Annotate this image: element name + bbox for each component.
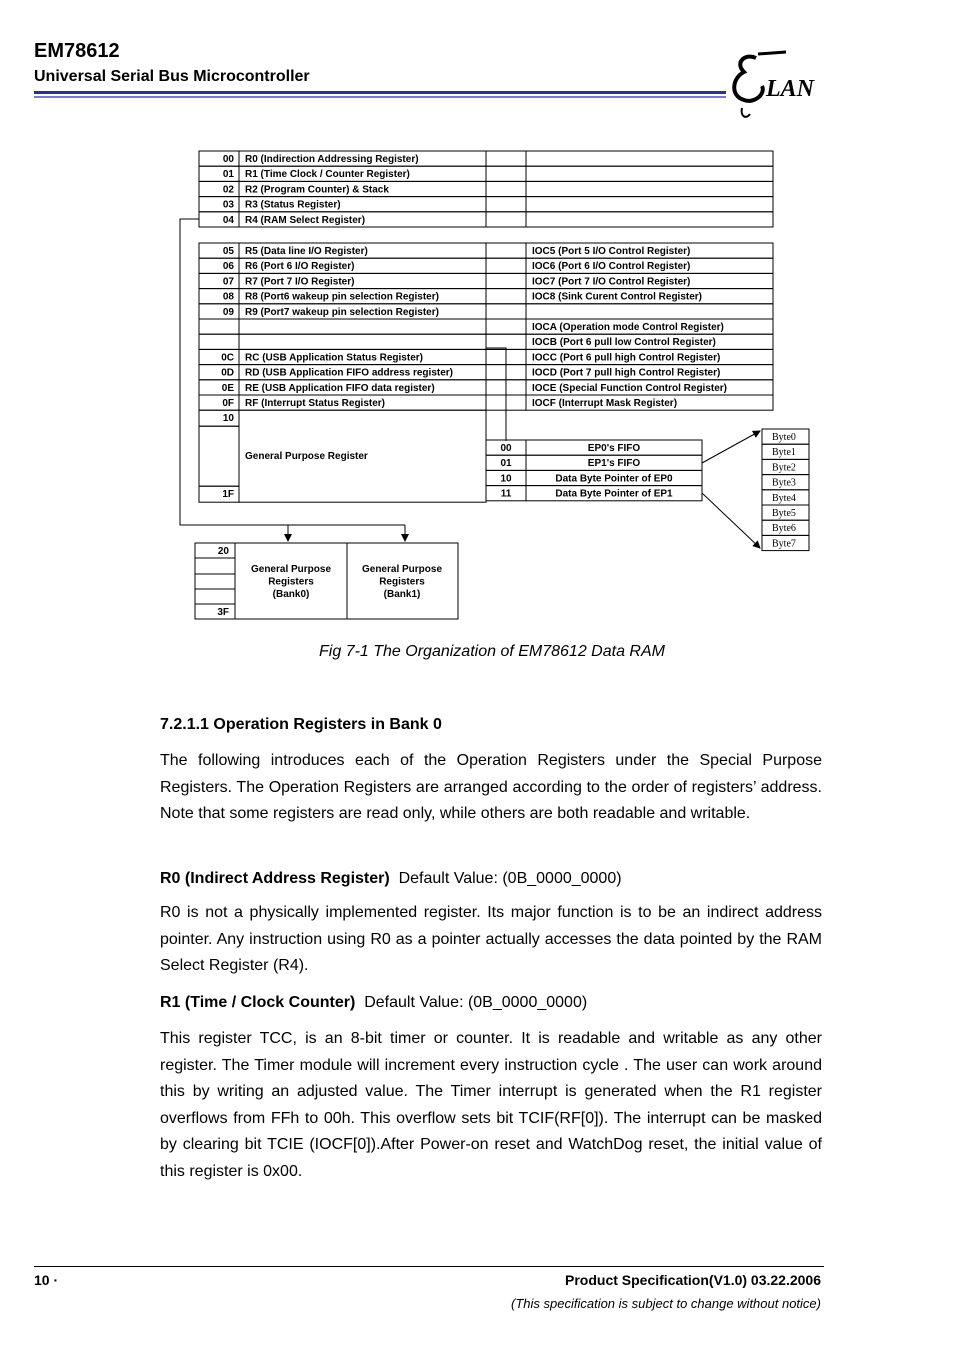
- control-register-cell: [526, 181, 773, 196]
- r1-default-value: Default Value: (0B_0000_0000): [364, 994, 588, 1011]
- blank-cell: [486, 197, 526, 212]
- register-name: R4 (RAM Select Register): [245, 214, 366, 226]
- byte-label: Byte1: [772, 447, 796, 459]
- blank-cell: [486, 258, 526, 273]
- blank-cell: [486, 151, 526, 166]
- address-cell: [199, 426, 239, 486]
- register-name: R8 (Port6 wakeup pin selection Register): [245, 291, 439, 303]
- fifo-code: 10: [500, 473, 512, 485]
- register-name: R7 (Port 7 I/O Register): [245, 276, 355, 288]
- bank1-label: General Purpose: [361, 564, 443, 575]
- register-address: 04: [222, 214, 234, 226]
- general-purpose-register-block: [199, 410, 486, 502]
- bank-end-address: 3F: [217, 607, 229, 618]
- blank-cell: [486, 289, 526, 304]
- register-address: 01: [222, 169, 234, 181]
- fifo-name: Data Byte Pointer of EP1: [555, 488, 673, 500]
- register-name: RF (Interrupt Status Register): [245, 398, 386, 409]
- fifo-table: [486, 440, 702, 501]
- r0-title: R0 (Indirect Address Register): [160, 870, 390, 887]
- control-register-name: IOCF (Interrupt Mask Register): [532, 398, 678, 409]
- blank-cell: [486, 334, 526, 349]
- footer-rule: [34, 1266, 824, 1267]
- bank0-label: Registers: [268, 576, 314, 588]
- control-register-cell: [526, 304, 773, 319]
- register-name: R3 (Status Register): [245, 199, 341, 211]
- fifo-code: 01: [500, 458, 512, 470]
- register-name: R2 (Program Counter) & Stack: [245, 184, 389, 196]
- register-address: 0C: [221, 352, 234, 364]
- fifo-name: EP1's FIFO: [587, 458, 641, 470]
- fifo-name: EP0's FIFO: [587, 443, 641, 454]
- footer-note: (This specification is subject to change without notice): [511, 1296, 821, 1311]
- control-register-cell: [526, 197, 773, 212]
- register-name-cell: [239, 334, 486, 349]
- bank-register-table: [195, 543, 458, 619]
- register-address: 00: [222, 154, 234, 165]
- document-title: EM78612: [34, 40, 120, 62]
- register-address: 07: [222, 276, 234, 288]
- byte-label: Byte2: [772, 462, 796, 474]
- register-address: 03: [222, 199, 234, 211]
- byte-label: Byte5: [772, 508, 796, 519]
- byte-label: Byte3: [772, 477, 796, 489]
- control-register-cell: [526, 151, 773, 166]
- gpr-start-address: 10: [222, 413, 234, 425]
- intro-paragraph: The following introduces each of the Operation Registers under the Special Purpose Registers. The Operation Registers are arranged according to the order of registers’ address. Note that some registers are read only, while others are both readable and writable.: [160, 752, 822, 822]
- r0-default-value: Default Value: (0B_0000_0000): [398, 870, 622, 887]
- byte-label: Byte4: [772, 492, 796, 504]
- control-register-name: IOC8 (Sink Curent Control Register): [532, 291, 703, 303]
- control-register-name: IOCB (Port 6 pull low Control Register): [532, 337, 716, 349]
- control-register-name: IOC5 (Port 5 I/O Control Register): [532, 246, 691, 257]
- upper-register-table: [199, 151, 773, 227]
- control-register-name: IOCC (Port 6 pull high Control Register): [532, 352, 721, 364]
- register-name: R5 (Data line I/O Register): [245, 246, 368, 257]
- figure-caption: Fig 7-1 The Organization of EM78612 Data RAM: [319, 643, 665, 660]
- register-name: R0 (Indirection Addressing Register): [245, 154, 419, 165]
- blank-cell: [486, 273, 526, 288]
- bank0-label: General Purpose: [250, 564, 332, 575]
- blank-cell: [486, 166, 526, 181]
- register-name: RE (USB Application FIFO data register): [245, 382, 435, 394]
- control-register-cell: [526, 166, 773, 181]
- register-address: 05: [222, 246, 234, 257]
- register-address: 0F: [222, 398, 234, 409]
- fifo-code: 11: [500, 488, 512, 500]
- r0-heading: [160, 866, 822, 893]
- lower-register-table: [199, 243, 773, 410]
- byte-label: Byte6: [772, 523, 796, 535]
- register-name: R6 (Port 6 I/O Register): [245, 261, 355, 273]
- register-address: 0E: [221, 382, 234, 394]
- control-register-name: IOC7 (Port 7 I/O Control Register): [532, 276, 691, 288]
- r0-description: R0 is not a physically implemented register. Its major function is to be an indirect address pointer. Any instruction using R0 as a pointer actually accesses the data pointed by the RAM Select Register (R4).: [160, 904, 822, 974]
- bank-start-address: 20: [217, 546, 229, 557]
- register-name: R9 (Port7 wakeup pin selection Register): [245, 306, 439, 318]
- section-heading: 7.2.1.1 Operation Registers in Bank 0: [160, 716, 442, 733]
- control-register-cell: [526, 212, 773, 227]
- blank-cell: [486, 181, 526, 196]
- gpr-label: General Purpose Register: [245, 451, 368, 463]
- register-name-cell: [239, 319, 486, 334]
- fifo-name: Data Byte Pointer of EP0: [555, 473, 673, 485]
- data-ram-diagram: [0, 0, 954, 640]
- register-address: 06: [222, 261, 234, 273]
- control-register-name: IOC6 (Port 6 I/O Control Register): [532, 261, 691, 273]
- byte-label: Byte0: [772, 432, 796, 443]
- control-register-name: IOCE (Special Function Control Register): [532, 382, 728, 394]
- blank-cell: [486, 319, 526, 334]
- register-address: 09: [222, 306, 234, 318]
- blank-cell: [486, 212, 526, 227]
- register-address: 08: [222, 291, 234, 303]
- blank-cell: [486, 243, 526, 258]
- register-address: 02: [222, 184, 234, 196]
- register-name: RC (USB Application Status Register): [245, 352, 423, 364]
- footer-spec: Product Specification(V1.0) 03.22.2006: [565, 1272, 821, 1288]
- page-number: 10 ∙: [34, 1272, 58, 1288]
- register-address: 0D: [221, 367, 234, 379]
- bank-address-cell: [195, 543, 235, 619]
- register-name: RD (USB Application FIFO address register): [245, 367, 453, 379]
- gpr-end-address: 1F: [222, 489, 234, 501]
- bank1-label: Registers: [379, 576, 425, 588]
- r1-description: This register TCC, is an 8-bit timer or counter. It is readable and writable as any other register. The Timer module will increment every instruction cycle . The user can work around this by writing an adjusted value. The Timer interrupt is generated when the R1 register overflows from FFh to 00h. This overflow sets bit TCIF(RF[0]). The interrupt can be masked by clearing bit TCIE (IOCF[0]).After Power-on reset and WatchDog reset, the initial value of this register is 0x00.: [160, 1030, 822, 1180]
- bank1-label: (Bank1): [383, 589, 421, 600]
- control-register-name: IOCD (Port 7 pull high Control Register): [532, 367, 721, 379]
- register-name: R1 (Time Clock / Counter Register): [245, 169, 410, 181]
- byte-table: [762, 429, 809, 551]
- control-register-name: IOCA (Operation mode Control Register): [532, 322, 724, 333]
- bank0-label: (Bank0): [272, 589, 310, 600]
- blank-cell: [486, 304, 526, 319]
- address-cell: [199, 334, 239, 349]
- r1-heading: [160, 990, 822, 1017]
- r1-title: R1 (Time / Clock Counter): [160, 994, 356, 1011]
- document-subtitle: Universal Serial Bus Microcontroller: [34, 68, 310, 85]
- fifo-code: 00: [500, 443, 512, 454]
- byte-label: Byte7: [772, 538, 796, 550]
- svg-text:LAN: LAN: [766, 76, 814, 102]
- address-cell: [199, 319, 239, 334]
